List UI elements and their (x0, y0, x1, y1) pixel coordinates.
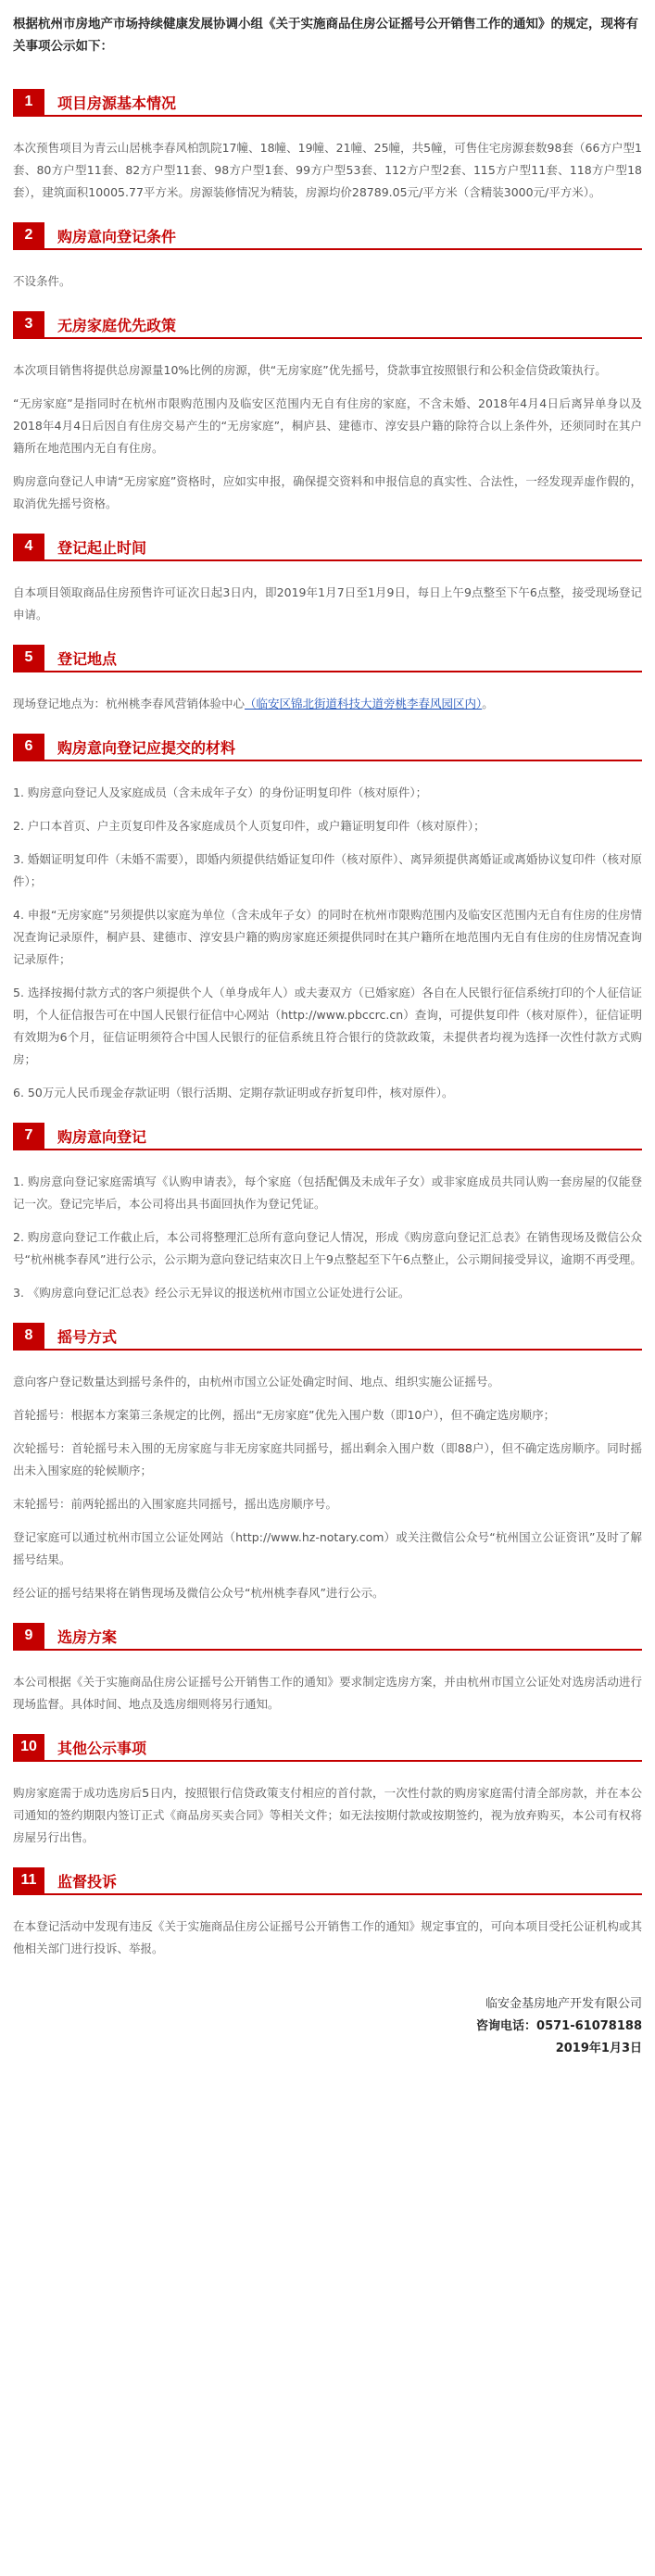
section-header (13, 1623, 642, 1651)
section-8 (13, 1323, 642, 1604)
section-paragraph: “无房家庭”是指同时在杭州市限购范围内及临安区范围内无自有住房的家庭，不含未婚、2018年4月4日后离异单身以及2018年4月4日后因自有住房交易产生的“无房家庭”，桐庐县、建德市、淳安县户籍的除符合以上条件外，还须同时在其户籍所在地范围内无自有住房。 (13, 396, 642, 455)
section-title: 购房意向登记应提交的材料 (57, 738, 236, 757)
section-number-badge: 3 (13, 311, 44, 337)
section-title: 摇号方式 (57, 1327, 118, 1346)
section-10 (13, 1734, 642, 1849)
section-title: 项目房源基本情况 (57, 94, 177, 112)
section-paragraph: 本次预售项目为青云山居桃李春风柏凯院17幢、18幢、19幢、21幢、25幢，共5幢，可售住宅房源套数98套（66方户型1套、80方户型11套、82方户型11套、98方户型1套、99方户型53套、112方户型2套、115方户型11套、118方户型18套），建筑面积10005.77平方米。房源装修情况为精装，房源均价28789.05元/平方米（含精装3000元/平方米）。 (13, 141, 642, 199)
footer-date: 2019年1月3日 (555, 2042, 642, 2055)
section-11 (13, 1867, 642, 1960)
section-title: 购房意向登记条件 (57, 227, 177, 245)
section-title: 登记地点 (57, 649, 118, 668)
section-title: 购房意向登记 (57, 1127, 147, 1146)
location-address-link[interactable]: （临安区锦北街道科技大道旁桃李春风园区内） (245, 697, 483, 710)
section-paragraph: 首轮摇号：根据本方案第三条规定的比例，摇出“无房家庭”优先入围户数（即10户），但不确定选房顺序； (13, 1408, 556, 1422)
section-title: 监督投诉 (57, 1872, 118, 1891)
section-number-badge: 1 (13, 89, 44, 115)
section-paragraph: 购房家庭需于成功选房后5日内，按照银行信贷政策支付相应的首付款，一次性付款的购房家庭需付清全部房款，并在本公司通知的签约期限内签订正式《商品房买卖合同》等相关文件；如无法按期付款或按期签约，视为放弃购买，本公司有权将房屋另行出售。 (13, 1786, 642, 1844)
section-paragraph: 1. 购房意向登记家庭需填写《认购申请表》，每个家庭（包括配偶及未成年子女）或非家庭成员共同认购一套房屋的仅能登记一次。登记完毕后，本公司将出具书面回执作为登记凭证。 (13, 1175, 642, 1211)
section-paragraph: 2. 购房意向登记工作截止后，本公司将整理汇总所有意向登记人情况，形成《购房意向登记汇总表》在销售现场及微信公众号“杭州桃李春风”进行公示，公示期为意向登记结束次日上午9点整起至下午6点整止，公示期间接受异议，逾期不再受理。 (13, 1230, 642, 1266)
section-paragraph: 购房意向登记人申请“无房家庭”资格时，应如实申报，确保提交资料和申报信息的真实性、合法性，一经发现弄虚作假的，取消优先摇号资格。 (13, 474, 642, 510)
footer-phone: 咨询电话：0571-61078188 (476, 2019, 642, 2033)
section-number-badge: 5 (13, 645, 44, 671)
section-number-badge: 6 (13, 734, 44, 760)
footer-company: 临安金基房地产开发有限公司 (485, 1997, 642, 2011)
section-number-badge: 9 (13, 1623, 44, 1649)
section-paragraph: 2. 户口本首页、户主页复印件及各家庭成员个人页复印件，或户籍证明复印件（核对原件）； (13, 819, 485, 833)
section-number-badge: 4 (13, 534, 44, 559)
section-header (13, 1123, 642, 1150)
intro-text: 根据杭州市房地产市场持续健康发展协调小组《关于实施商品住房公证摇号公开销售工作的通知》的规定，现将有关事项公示如下： (13, 17, 638, 54)
section-header (13, 1734, 642, 1762)
sections-container (13, 89, 642, 1960)
section-header (13, 89, 642, 117)
notice-footer (13, 1993, 642, 2060)
section-paragraph: 3. 婚姻证明复印件（未婚不需要），即婚内须提供结婚证复印件（核对原件）、离异须提供离婚证或离婚协议复印件（核对原件）； (13, 852, 642, 888)
section-number-badge: 11 (13, 1867, 44, 1893)
section-paragraph: 在本登记活动中发现有违反《关于实施商品住房公证摇号公开销售工作的通知》规定事宜的，可向本项目受托公证机构或其他相关部门进行投诉、举报。 (13, 1919, 642, 1955)
section-paragraph: 次轮摇号：首轮摇号未入围的无房家庭与非无房家庭共同摇号，摇出剩余入围户数（即88户），但不确定选房顺序。同时摇出未入围家庭的轮候顺序； (13, 1441, 642, 1477)
location-prefix: 现场登记地点为：杭州桃李春风营销体验中心 (13, 697, 246, 710)
section-2 (13, 222, 642, 293)
section-6 (13, 734, 642, 1104)
section-header (13, 1867, 642, 1895)
section-title: 选房方案 (57, 1627, 118, 1646)
section-paragraph: 自本项目领取商品住房预售许可证次日起3日内，即2019年1月7日至1月9日，每日上午9点整至下午6点整，接受现场登记申请。 (13, 585, 642, 622)
section-paragraph: 4. 申报“无房家庭”另须提供以家庭为单位（含未成年子女）的同时在杭州市限购范围内及临安区范围内无自有住房的住房情况查询记录原件，桐庐县、建德市、淳安县户籍的购房家庭还须提供同时在其户籍所在地范围内无自有住房的住房情况查询记录原件； (13, 908, 642, 966)
section-paragraph: 经公证的摇号结果将在销售现场及微信公众号“杭州桃李春风”进行公示。 (13, 1586, 384, 1600)
section-number-badge: 8 (13, 1323, 44, 1349)
location-paragraph (13, 693, 642, 715)
section-paragraph: 5. 选择按揭付款方式的客户须提供个人（单身成年人）或夫妻双方（已婚家庭）各自在人民银行征信系统打印的个人征信证明，个人征信报告可在中国人民银行征信中心网站（http://www.pbccrc.cn）查询，可提供复印件（核对原件），征信证明有效期为6个月，征信证明须符合中国人民银行的征信系统且符合银行的贷款政策，未提供者均视为选择一次性付款方式购房； (13, 986, 642, 1066)
section-header (13, 222, 642, 250)
section-paragraph: 不设条件。 (13, 274, 71, 288)
section-header (13, 734, 642, 761)
section-paragraph: 6. 50万元人民币现金存款证明（银行活期、定期存款证明或存折复印件，核对原件）。 (13, 1086, 454, 1100)
section-number-badge: 7 (13, 1123, 44, 1149)
section-9 (13, 1623, 642, 1715)
section-paragraph: 本次项目销售将提供总房源量10%比例的房源，供“无房家庭”优先摇号，贷款事宜按照银行和公积金信贷政策执行。 (13, 363, 607, 377)
section-header (13, 311, 642, 339)
location-suffix: 。 (482, 697, 494, 710)
section-5 (13, 645, 642, 715)
section-paragraph: 意向客户登记数量达到摇号条件的，由杭州市国立公证处确定时间、地点、组织实施公证摇号。 (13, 1375, 500, 1389)
section-header (13, 645, 642, 672)
section-paragraph: 末轮摇号：前两轮摇出的入围家庭共同摇号，摇出选房顺序号。 (13, 1497, 338, 1511)
section-number-badge: 10 (13, 1734, 44, 1760)
section-header (13, 534, 642, 561)
section-title: 无房家庭优先政策 (57, 316, 177, 334)
section-paragraph: 登记家庭可以通过杭州市国立公证处网站（http://www.hz-notary.com）或关注微信公众号“杭州国立公证资讯”及时了解摇号结果。 (13, 1530, 642, 1566)
section-3 (13, 311, 642, 515)
section-7 (13, 1123, 642, 1304)
section-paragraph: 3. 《购房意向登记汇总表》经公示无异议的报送杭州市国立公证处进行公证。 (13, 1286, 410, 1300)
section-paragraph: 1. 购房意向登记人及家庭成员（含未成年子女）的身份证明复印件（核对原件）； (13, 785, 428, 799)
section-paragraph: 本公司根据《关于实施商品住房公证摇号公开销售工作的通知》要求制定选房方案，并由杭州市国立公证处对选房活动进行现场监督。具体时间、地点及选房细则将另行通知。 (13, 1675, 642, 1711)
section-title: 登记起止时间 (57, 538, 147, 557)
section-4 (13, 534, 642, 626)
section-header (13, 1323, 642, 1351)
section-number-badge: 2 (13, 222, 44, 248)
section-1 (13, 89, 642, 204)
section-title: 其他公示事项 (57, 1739, 147, 1757)
